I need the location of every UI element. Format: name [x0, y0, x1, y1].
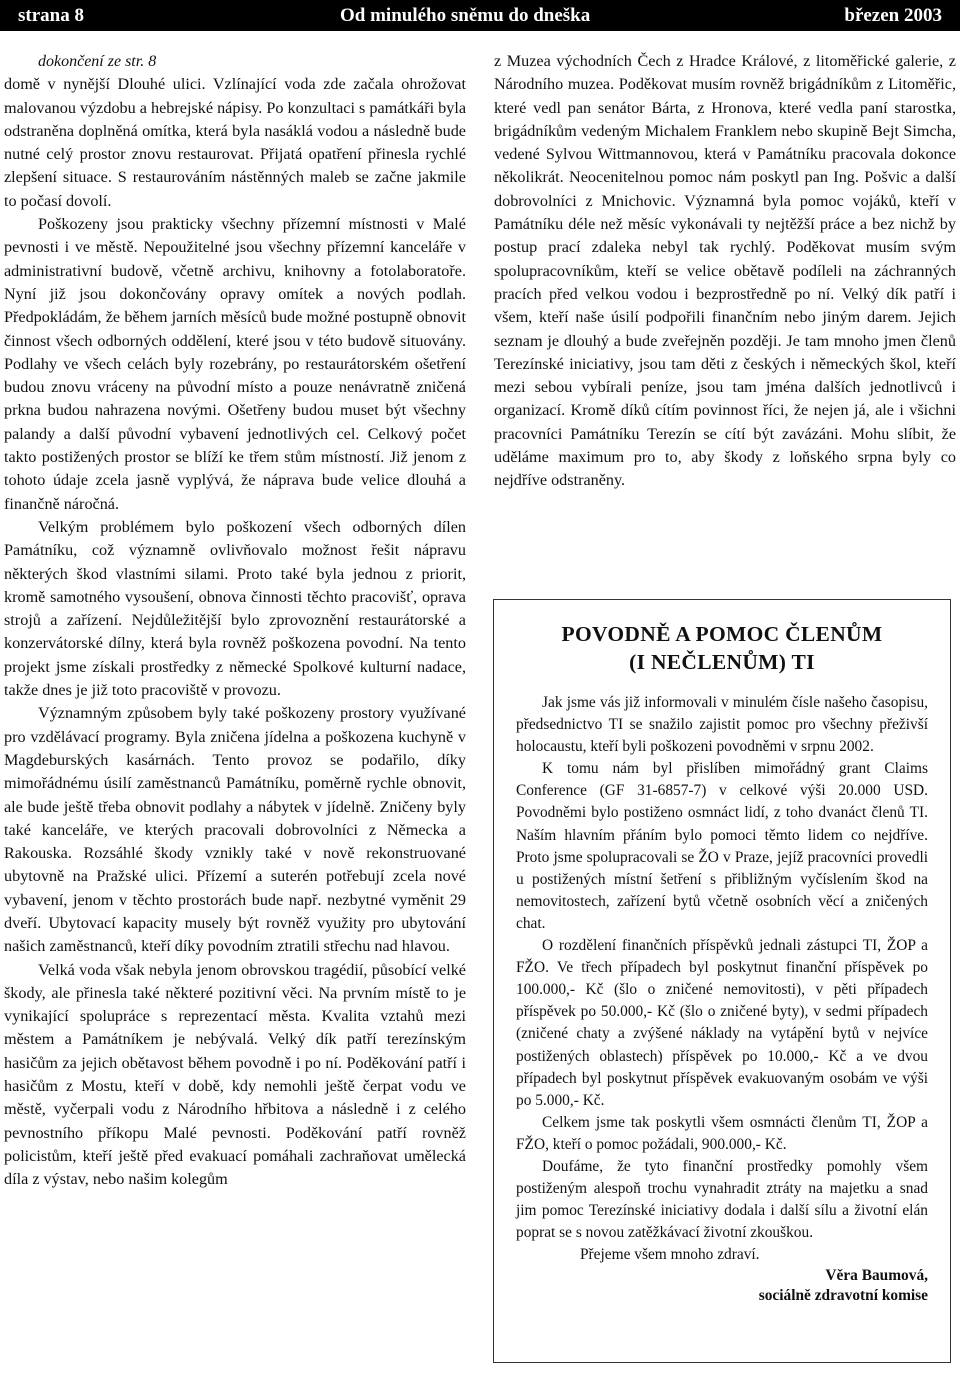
- box-paragraph: Doufáme, že tyto finanční prostředky pomohly všem postiženým alespoň trochu vynahradit ztráty na majetku a snad jim pomoc Terezínské iniciativy dodala i další sílu a životní elán poprat se s novou zatěžkávací životní zkouškou.: [516, 1157, 928, 1242]
- box-paragraph: K tomu nám byl přislíben mimořádný grant Claims Conference (GF 31-6857-7) v celkové výši 20.000 USD. Povodněmi bylo postiženo osmnáct lidí, z toho dvanáct členů TI. Naším hlavním přáním bylo pomoci těmto lidem co nejdříve. Proto jsme spolupracovali se ŽO v Praze, jejíž pracovníci provedli u postižených místní šetření s přibližným vyčíslením škod na nemovitostech, zařízení bytů včetně osobních věcí a zničených chat.: [516, 760, 928, 932]
- box-paragraph: Jak jsme vás již informovali v minulém čísle našeho časopisu, předsednictvo TI se snažilo zajistit pomoc pro všechny přeživší holocaustu, kteří byli poškozeni povodněmi v srpnu 2002.: [516, 694, 928, 756]
- box-title: [516, 620, 928, 676]
- page-header: [0, 0, 960, 31]
- signature-role: sociálně zdravotní komise: [758, 1287, 928, 1305]
- sidebar-box: [493, 599, 951, 1363]
- article-paragraph: z Muzea východních Čech z Hradce Králové, z litoměřické galerie, z Národního muzea. Poděkovat musím rovněž brigádníkům z Litoměřic, které vedl pan senátor Bárta, z Hronova, které vedla paní starostka, brigádníkům vedeným Michalem Franklem nebo skupině Bejt Simcha, vedené Sylvou Wittmannovou, která v Památníku pracovala dokonce několikrát. Neocenitelnou pomoc nám poskytl pan Ing. Pošvic a další dobrovolníci z Mnichovic. Významná byla pomoc vojáků, kteří v Památníku déle než měsíc vykonávali ty nejtěžší práce a bez nichž by postup prací zdaleka nebyl tak rychlý. Poděkovat musím svým spolupracovníkům, kteří se velice obětavě podíleli na záchranných pracích před velkou vodou i bezprostředně po ní. Velký dík patří i všem, kteří naše úsilí podpořili finančním nebo jiným darem. Jejich seznam je dlouhý a bude zveřejněn později. Je tam mnoho jmen členů Terezínské iniciativy, jsou tam děti z českých i německých škol, kteří mezi sebou vybírali peníze, jsou tam jména dalších jednotlivců i organizací. Kromě díků cítím povinnost říci, že nejen já, ale i všichni pracovníci Památníku Terezín se cítí být zavázáni. Mohu slíbit, že uděláme maximum pro to, aby škody z loňského srpna byly co nejdříve odstraněny.: [494, 52, 956, 490]
- box-title-line2: (I NEČLENŮM) TI: [629, 650, 815, 674]
- issue-date: březen 2003: [844, 5, 942, 26]
- signature-name: Věra Baumová,: [825, 1267, 928, 1285]
- box-paragraph: Celkem jsme tak poskytli všem osmnácti členům TI, ŽOP a FŽO, kteří o pomoc požádali, 900.000,- Kč.: [516, 1113, 928, 1153]
- page-number: strana 8: [18, 5, 84, 26]
- issue-title: Od minulého sněmu do dneška: [340, 5, 591, 26]
- box-wish: Přejeme všem mnoho zdraví.: [580, 1246, 760, 1264]
- continuation-note: dokončení ze str. 8: [38, 53, 157, 70]
- article-paragraph: Velkým problémem bylo poškození všech odborných dílen Památníku, což významně ovlivňovalo možnost řešit nápravu některých škod vlastními silami. Proto také byla jednou z priorit, kromě samotného vysoušení, obnova činnosti těchto pracovišť, oprava strojů a zařízení. Nejdůležitější bylo zprovoznění restaurátorské a konzervátorské dílny, která byla rovněž poškozena povodní. Na tento projekt jsme získali prostředky z německé Spolkové kulturní nadace, takže dnes je již toto pracoviště v provozu.: [4, 517, 466, 700]
- article-paragraph: Významným způsobem byly také poškozeny prostory využívané pro vzdělávací programy. Byla zničena jídelna a poškozena kuchyně v Magdeburských kasárnách. Tento provoz se podařilo, díky mimořádnému úsilí zaměstnanců Památníku, poměrně rychle obnovit, ale bude ještě třeba obnovit podlahy a nábytek v jídelně. Zničeny byly také kanceláře, ve kterých pracovali dobrovolníci z Německa a Rakouska. Rozsáhlé škody vznikly také v nově rekonstruované ubytovně na Pražské ulici. Přízemí a suterén potřebují zcela nové vybavení, jenom v těchto prostorách bude např. nezbytné vyměnit 29 dveří. Ubytovací kapacity musely být rovněž využity pro ubytování našich zaměstnanců, kteří díky povodním ztratili střechu nad hlavou.: [4, 704, 466, 956]
- article-paragraph: Velká voda však nebyla jenom obrovskou tragédií, působící velké škody, ale přinesla také některé pozitivní věci. Na prvním místě to je vynikající spolupráce s reprezentací města. Kvalita vztahů mezi městem a Památníkem je nebývalá. Velký dík patří terezínským hasičům za jejich obětavost během povodně i po ní. Poděkování patří i hasičům z Mostu, kteří v době, kdy nemohli ještě čerpat vodu ve městě, vyčerpali vodu z Národního hřbitova a následně i z celého pevnostního příkopu Malé pevnosti. Poděkování patří rovněž policistům, kteří ještě před evakuací pomáhali zachraňovat umělecká díla z výstav, nebo našim kolegům: [4, 960, 466, 1189]
- box-paragraph: O rozdělení finančních příspěvků jednali zástupci TI, ŽOP a FŽO. Ve třech případech byl poskytnut finanční příspěvek po 100.000,- Kč (šlo o zničené nemovitosti), v pěti případech příspěvek po 50.000,- Kč (šlo o zničené byty), v sedmi případech (zničené chaty a zvýšené náklady na vytápění bytů v nejvíce postižených oblastech) příspěvek po 10.000,- Kč a ve dvou případech byl poskytnut příspěvek evakuovaným osobám ve výši po 5.000,- Kč.: [516, 937, 928, 1109]
- right-column: [494, 50, 956, 493]
- box-title-line1: POVODNĚ A POMOC ČLENŮM: [561, 622, 883, 646]
- signature: [516, 1266, 928, 1306]
- left-column: [4, 50, 466, 1192]
- article-paragraph: domě v nynější Dlouhé ulici. Vzlínající voda zde začala ohrožovat malovanou výzdobu a hebrejské nápisy. Po konzultaci s památkáři byla odstraněna doplněná omítka, která byla nasáklá vodou a následně bude nutné celý prostor znovu restaurovat. Přijatá opatření přinesla rychlé zlepšení situace. S restaurováním nástěnných maleb se začne jakmile to počasí dovolí.: [4, 75, 466, 210]
- article-paragraph: Poškozeny jsou prakticky všechny přízemní místnosti v Malé pevnosti i ve městě. Nepoužitelné jsou všechny přízemní kanceláře v administrativní budově, včetně archivu, knihovny a fotolaboratoře. Nyní již jsou dokončovány opravy omítek a nových podlah. Předpokládám, že během jarních měsíců bude možné postupně obnovit činnost všech odborných oddělení, které jsou v této budově situovány. Podlahy ve všech celách byly rozebrány, po restaurátorském ošetření budou znovu vráceny na původní místo a pouze nenávratně zničená prkna budou nahrazena novými. Ošetřeny budou muset být všechny palandy a další původní vybavení jednotlivých cel. Celkový počet takto postižených prostor se blíží ke třem stům místností. Již jenom z tohoto údaje zcela jasně vyplývá, že náprava bude velice dlouhá a finančně náročná.: [4, 215, 466, 513]
